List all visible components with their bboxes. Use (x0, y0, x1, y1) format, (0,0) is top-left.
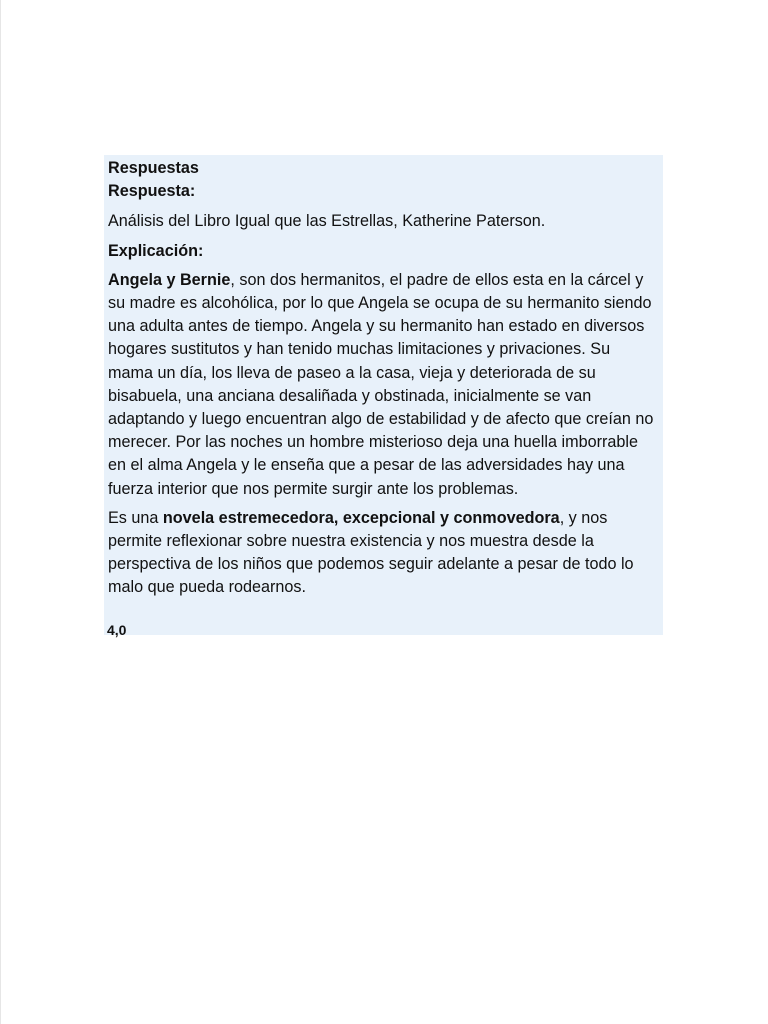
highlight-description: novela estremecedora, excepcional y conmovedora (162, 508, 560, 527)
answer-card (104, 155, 663, 635)
paragraph-2-text: , y nos permite reflexionar sobre nuestra existencia y nos muestra desde la perspectiva de los niños que podemos seguir adelante a pesar de todo lo malo que pueda rodearnos. (108, 508, 634, 597)
answer-intro: Análisis del Libro Igual que las Estrellas, Katherine Paterson. (108, 212, 546, 231)
explanation-paragraph-2 (108, 507, 659, 600)
page-edge (0, 0, 1, 1024)
answer-label: Respuesta: (108, 182, 196, 201)
explanation-label: Explicación: (108, 241, 204, 260)
highlight-characters: Angela y Bernie (108, 270, 231, 289)
paragraph-1-text: , son dos hermanitos, el padre de ellos esta en la cárcel y su madre es alcohólica, por lo que Angela se ocupa de su hermanito siendo una adulta antes de tiempo. Angela y su hermanito han estado en diversos hogares sustitutos y han tenido muchas limitaciones y privaciones. Su mama un día, los lleva de paseo a la casa, vieja y deteriorada de su bisabuela, una anciana desaliñada y obstinada, inicialmente se van adaptando y luego encuentran algo de estabilidad y de afecto que creían no merecer. Por las noches un hombre misterioso deja una huella imborrable en el alma Angela y le enseña que a pesar de las adversidades hay una fuerza interior que nos permite surgir ante los problemas. (108, 270, 654, 498)
paragraph-2-prefix: Es una (108, 508, 163, 527)
explanation-paragraph-1 (108, 269, 659, 501)
section-heading: Respuestas (108, 159, 199, 177)
rating-value: 4,0 (107, 622, 127, 638)
